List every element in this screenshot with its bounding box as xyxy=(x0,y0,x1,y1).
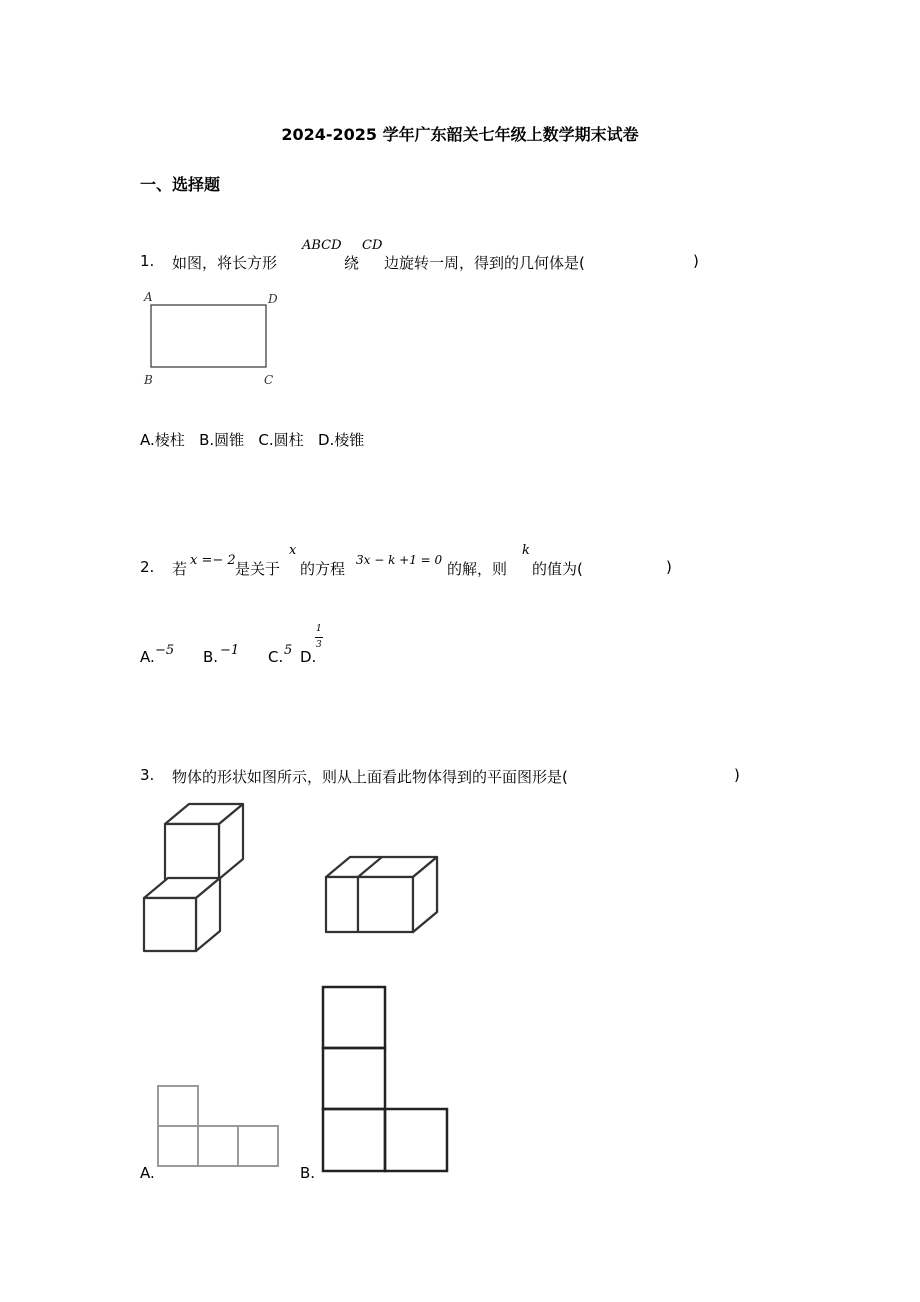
fraction-denominator: 3 xyxy=(316,640,322,650)
math-expression: CD xyxy=(362,238,383,253)
question-number: 3. xyxy=(140,766,155,784)
math-expression: k xyxy=(522,543,530,558)
grid-square xyxy=(238,1126,278,1166)
option-b-label: B. xyxy=(300,1164,316,1182)
question-text: 如图，将长方形 xyxy=(172,254,278,272)
vertex-label-a: A xyxy=(144,290,153,304)
fraction-numerator: 1 xyxy=(316,624,322,634)
question-text: 是关于 xyxy=(235,560,281,578)
page-title: 2024-2025 学年广东韶关七年级上数学期末试卷 xyxy=(281,125,639,144)
vertex-label-c: C xyxy=(264,373,274,387)
grid-square xyxy=(385,1109,447,1171)
fraction-bar xyxy=(315,637,323,638)
cube-front-face xyxy=(144,898,196,951)
rectangle-abcd xyxy=(151,305,266,367)
grid-square xyxy=(158,1126,198,1166)
answer-bracket-close: ) xyxy=(693,252,699,270)
question-text: 绕 xyxy=(344,254,360,272)
answer-bracket-close: ) xyxy=(734,766,740,784)
question-text: 的解，则 xyxy=(447,560,508,578)
cube-front-face xyxy=(326,877,358,932)
question-text: 的方程 xyxy=(300,560,346,578)
question-number: 2. xyxy=(140,558,155,576)
option-a-value: −5 xyxy=(155,643,175,658)
option-a-figure xyxy=(157,1085,282,1170)
vertex-label-d: D xyxy=(268,292,278,306)
cube-front-face xyxy=(165,824,219,879)
option-a-label: A. xyxy=(140,1164,155,1182)
option-b-figure xyxy=(321,985,449,1175)
grid-square xyxy=(323,987,385,1048)
cube-solid-figure xyxy=(140,800,355,960)
grid-square xyxy=(158,1086,198,1126)
answer-options: A.棱柱 B.圆锥 C.圆柱 D.棱锥 xyxy=(140,431,365,449)
cube-front-face xyxy=(358,877,413,932)
option-a-label: A. xyxy=(140,648,155,666)
vertex-label-b: B xyxy=(144,373,153,387)
rectangle-figure xyxy=(140,288,290,388)
question-text: 边旋转一周，得到的几何体是( xyxy=(384,254,585,272)
math-expression: 3x − k +1 = 0 xyxy=(356,553,443,567)
question-text: 的值为( xyxy=(532,560,583,578)
option-c-label: C. xyxy=(268,648,284,666)
math-expression: x xyxy=(289,543,297,558)
math-expression: ABCD xyxy=(302,238,342,253)
question-text: 若 xyxy=(172,560,188,578)
grid-square xyxy=(323,1109,385,1171)
option-d-label: D. xyxy=(300,648,317,666)
answer-bracket-close: ) xyxy=(666,558,672,576)
grid-square xyxy=(198,1126,238,1166)
option-b-value: −1 xyxy=(220,643,240,658)
question-number: 1. xyxy=(140,252,155,270)
section-heading: 一、选择题 xyxy=(140,175,221,194)
math-expression: x =− 2 xyxy=(190,553,236,568)
option-b-label: B. xyxy=(203,648,219,666)
option-c-value: 5 xyxy=(284,643,293,658)
question-text: 物体的形状如图所示，则从上面看此物体得到的平面图形是( xyxy=(172,768,568,786)
grid-square xyxy=(323,1048,385,1109)
